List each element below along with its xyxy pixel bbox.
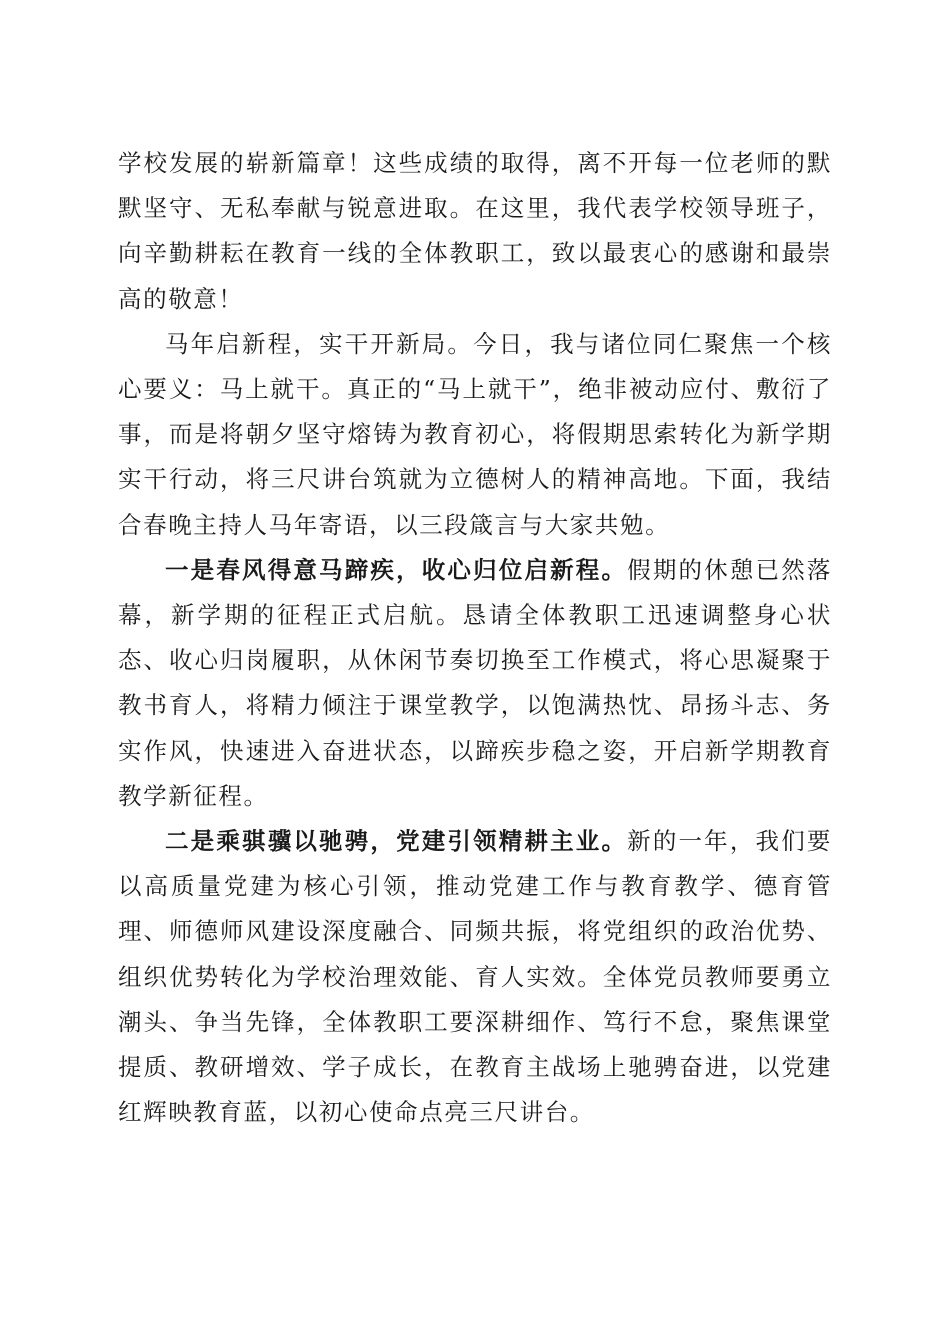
paragraph-point-two (118, 819, 832, 1135)
paragraph-text: 马年启新程，实干开新局。今日，我与诸位同仁聚焦一个核心要义：马上就干。真正的“马上就干”，绝非被动应付、敷衍了事，而是将朝夕坚守熔铸为教育初心，将假期思索转化为新学期实干行动，将三尺讲台筑就为立德树人的精神高地。下面，我结合春晚主持人马年寄语，以三段箴言与大家共勉。 (118, 329, 832, 539)
paragraph-point-one (118, 548, 832, 819)
paragraph-text: 新的一年，我们要以高质量党建为核心引领，推动党建工作与教育教学、德育管理、师德师风建设深度融合、同频共振，将党组织的政治优势、组织优势转化为学校治理效能、育人实效。全体党员教师要勇立潮头、争当先锋，全体教职工要深耕细作、笃行不怠，聚焦课堂提质、教研增效、学子成长，在教育主战场上驰骋奋进，以党建红辉映教育蓝，以初心使命点亮三尺讲台。 (118, 827, 832, 1127)
document-body (118, 141, 832, 1135)
paragraph-continuation (118, 141, 832, 322)
paragraph-intro (118, 322, 832, 548)
paragraph-text: 假期的休憩已然落幕，新学期的征程正式启航。恳请全体教职工迅速调整身心状态、收心归岗履职，从休闲节奏切换至工作模式，将心思凝聚于教书育人，将精力倾注于课堂教学，以饱满热忱、昂扬斗志、务实作风，快速进入奋进状态，以蹄疾步稳之姿，开启新学期教育教学新征程。 (118, 555, 832, 810)
paragraph-heading: 一是春风得意马蹄疾，收心归位启新程。 (165, 555, 628, 584)
paragraph-text: 学校发展的崭新篇章！这些成绩的取得，离不开每一位老师的默默坚守、无私奉献与锐意进取。在这里，我代表学校领导班子，向辛勤耕耘在教育一线的全体教职工，致以最衷心的感谢和最崇高的敬意！ (118, 149, 832, 313)
paragraph-heading: 二是乘骐骥以驰骋，党建引领精耕主业。 (165, 827, 628, 856)
